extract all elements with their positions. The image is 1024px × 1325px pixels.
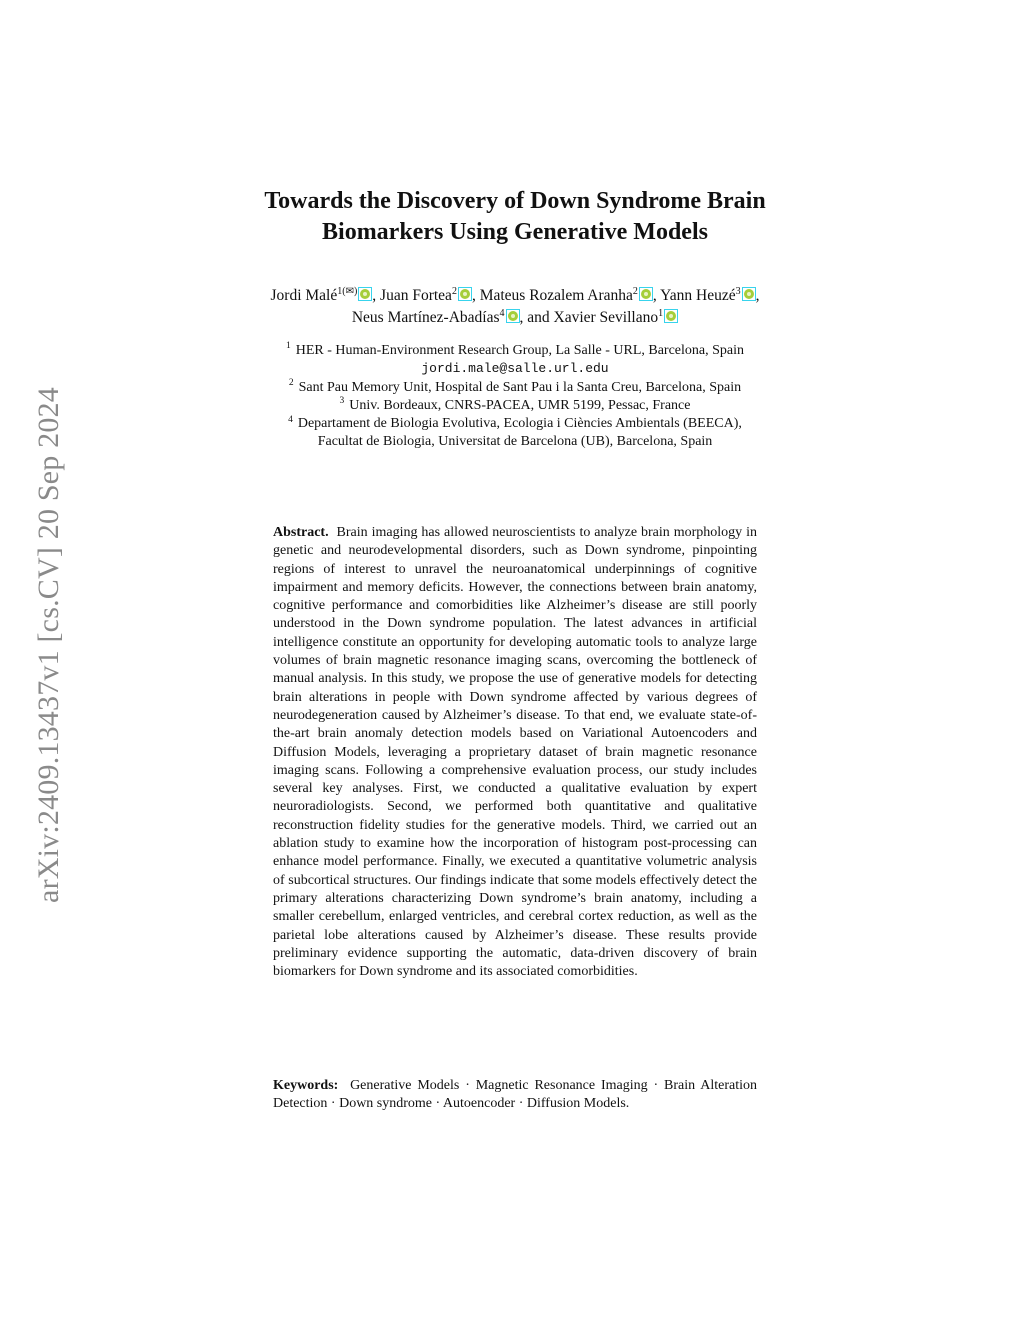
affiliation-1 <box>200 342 830 360</box>
author-separator: , and <box>519 309 554 326</box>
arxiv-id-text: arXiv:2409.13437v1 [cs.CV] 20 Sep 2024 <box>32 387 65 903</box>
affiliation-2 <box>200 379 830 397</box>
title-line-2: Biomarkers Using Generative Models <box>322 219 708 245</box>
affiliation-number: 2 <box>288 377 294 388</box>
author-name: Neus Martínez-Abadías <box>351 309 500 326</box>
abstract-text: Brain imaging has allowed neuroscientists to analyze brain morphology in genetic and neurodevelopmental disorders, such as Down syndrome, pinpointing regions of interest to unravel the neuroanatomical underpinnings of cognitive impairment and memory deficits. However, the connections between brain anatomy, cognitive performance and comorbidities like Alzheimer’s disease are still poorly understood in the Down syndrome population. The latest advances in artificial intelligence constitute an opportunity for developing automatic tools to analyze large volumes of brain magnetic resonance imaging scans, overcoming the bottleneck of manual analysis. In this study, we propose the use of generative models for detecting brain alterations in people with Down syndrome affected by various degrees of neurodegeneration caused by Alzheimer’s disease. To that end, we evaluate state-of-the-art brain anomaly detection models based on Variational Autoencoders and Diffusion Models, leveraging a proprietary dataset of brain magnetic resonance imaging scans. Following a comprehensive evaluation process, our study includes several key analyses. First, we conducted a qualitative evaluation by expert neuroradiologists. Second, we performed both quantitative and qualitative reconstruction fidelity studies for the generative models. Third, we carried out an ablation study to examine how the incorporation of histogram post-processing can enhance model performance. Finally, we executed a quantitative volumetric analysis of subcortical structures. Our findings indicate that some models effectively detect the primary alterations characterizing Down syndrome’s brain anatomy, including a smaller cerebellum, enlarged ventricles, and cerebral cortex reduction, as well as the parietal lobe alterations caused by Alzheimer’s disease. These results provide preliminary evidence supporting the automatic, data-driven discovery of brain biomarkers for Down syndrome and its associated comorbidities. <box>273 525 757 980</box>
author-name: Yann Heuzé <box>660 287 736 304</box>
author-affil-sup: 4 <box>499 307 505 319</box>
author-name: Mateus Rozalem Aranha <box>479 287 633 304</box>
author-list <box>200 285 830 329</box>
author-name: Xavier Sevillano <box>553 309 659 326</box>
title-line-1: Towards the Discovery of Down Syndrome Brain <box>264 188 766 214</box>
author-separator: , <box>372 287 381 304</box>
orcid-icon[interactable] <box>358 287 372 301</box>
orcid-icon[interactable] <box>458 287 472 301</box>
author-separator: , <box>755 287 760 304</box>
author-affil-sup: 2 <box>451 285 457 297</box>
paper-title <box>200 186 830 248</box>
affiliation-number: 3 <box>339 396 345 407</box>
affiliation-3 <box>200 397 830 415</box>
keywords-text: Generative Models · Magnetic Resonance Imaging · Brain Alteration Detection · Down syndrome · Autoencoder · Diffusion Models. <box>273 1078 757 1112</box>
author-affil-sup: 3 <box>735 285 741 297</box>
affiliation-4 <box>200 415 830 433</box>
author-line-2 <box>200 307 830 329</box>
keywords <box>273 1077 757 1114</box>
author-line-1 <box>200 285 830 307</box>
affiliations <box>200 342 830 452</box>
orcid-icon[interactable] <box>742 287 756 301</box>
contact-email[interactable]: jordi.male@salle.url.edu <box>421 361 609 377</box>
arxiv-side-identifier <box>28 355 70 935</box>
affiliation-4-continued: Facultat de Biologia, Universitat de Barcelona (UB), Barcelona, Spain <box>317 434 713 450</box>
affiliation-text: Departament de Biologia Evolutiva, Ecologia i Ciències Ambientals (BEECA), <box>297 416 742 432</box>
author-affil-sup: 1(✉) <box>337 285 358 297</box>
keywords-label: Keywords: <box>273 1078 339 1093</box>
abstract-label: Abstract. <box>273 525 329 540</box>
orcid-icon[interactable] <box>506 309 520 323</box>
affiliation-number: 1 <box>285 341 291 352</box>
abstract <box>273 524 757 981</box>
orcid-icon[interactable] <box>639 287 653 301</box>
orcid-icon[interactable] <box>664 309 678 323</box>
affiliation-text: Sant Pau Memory Unit, Hospital de Sant Pau i la Santa Creu, Barcelona, Spain <box>298 379 742 395</box>
author-name: Juan Fortea <box>380 287 452 304</box>
contact-email-line <box>200 360 830 378</box>
affiliation-number: 4 <box>288 414 293 425</box>
author-separator: , <box>471 287 480 304</box>
author-affil-sup: 1 <box>658 307 664 319</box>
author-name: Jordi Malé <box>270 287 338 304</box>
affiliation-text: HER - Human-Environment Research Group, La Salle - URL, Barcelona, Spain <box>295 343 745 358</box>
affiliation-text: Univ. Bordeaux, CNRS-PACEA, UMR 5199, Pessac, France <box>349 397 691 413</box>
author-separator: , <box>652 287 661 304</box>
author-affil-sup: 2 <box>632 285 638 297</box>
